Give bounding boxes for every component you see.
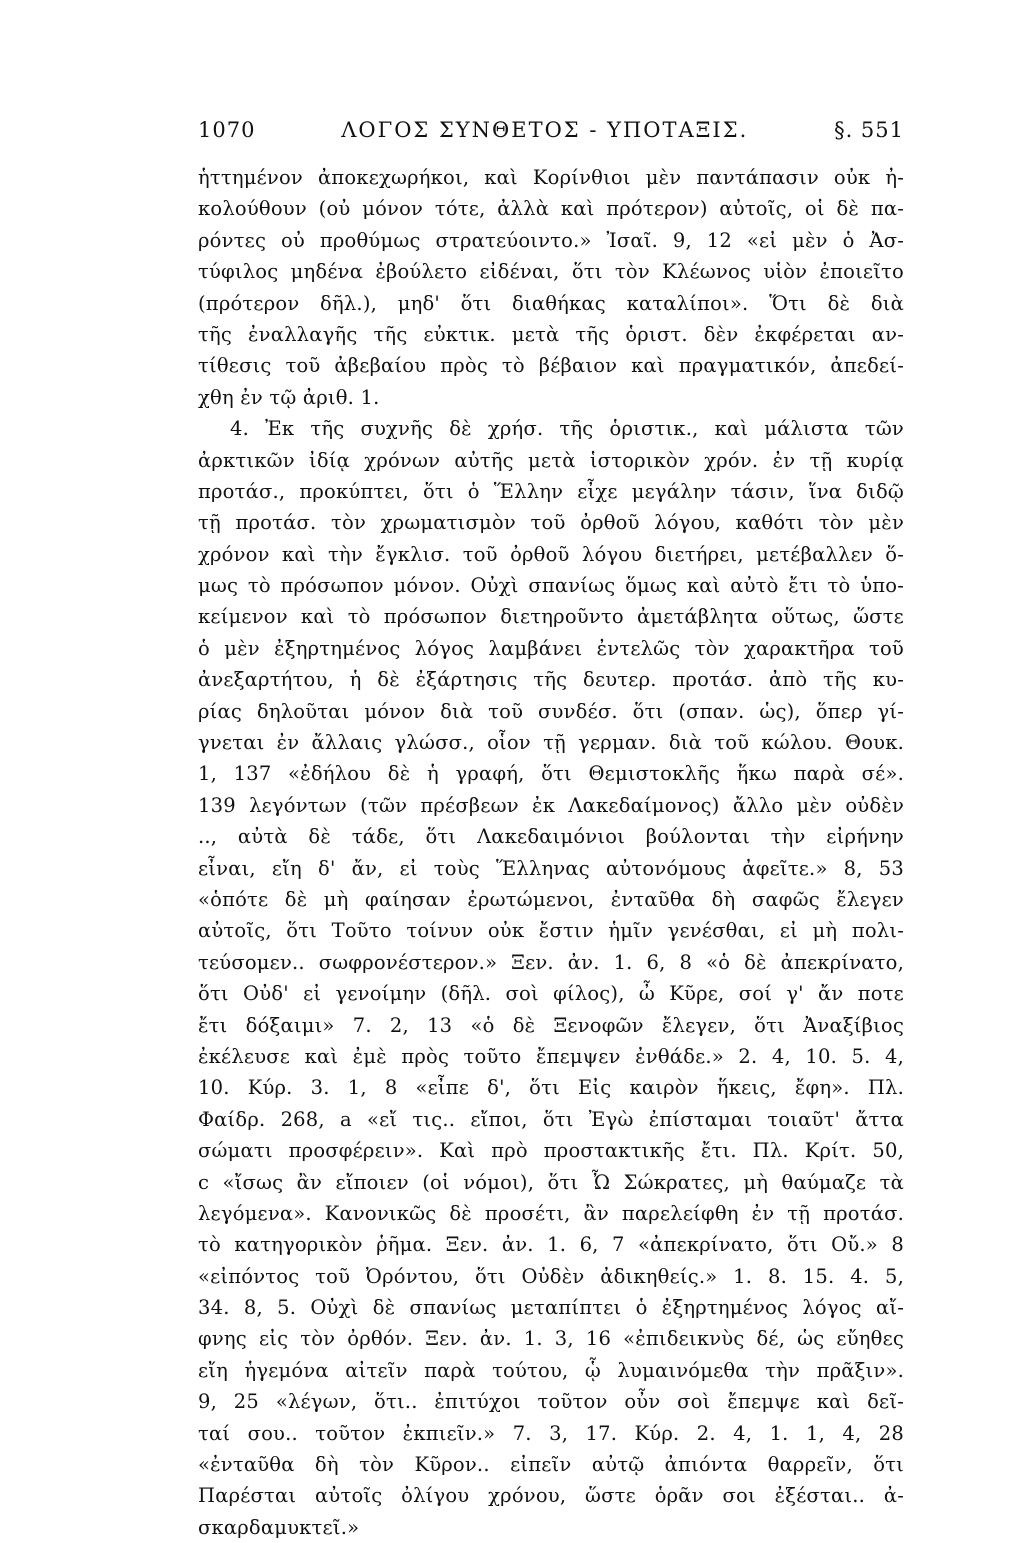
text-line: σκαρδαμυκτεῖ.» [198,1515,360,1539]
text-line: 10. Κύρ. 3. 1, 8 «εἶπε δ', ὅτι Εἰς καιρὸν ἥκεις, ἔφη». Πλ. [198,1076,904,1100]
text-line: 34. 8, 5. Οὐχὶ δὲ σπανίως μεταπίπτει ὁ ἐξηρτημένος λόγος αἴ- [198,1296,904,1320]
text-line: προτάσ., προκύπτει, ὅτι ὁ Ἕλλην εἶχε μεγάλην τάσιν, ἵνα διδῷ [198,479,904,503]
text-line: μως τὸ πρόσωπον μόνον. Οὐχὶ σπανίως ὅμως καὶ αὐτὸ ἔτι τὸ ὑπο- [198,574,904,598]
text-line: ἔτι δόξαιμι» 7. 2, 13 «ὁ δὲ Ξενοφῶν ἔλεγεν, ὅτι Ἀναξίβιος [198,1013,904,1037]
text-line: «ὁπότε δὲ μὴ φαίησαν ἐρωτώμενοι, ἐνταῦθα δὴ σαφῶς ἔλεγεν [198,887,904,911]
text-line: ἐκέλευσε καὶ ἐμὲ πρὸς τοῦτο ἔπεμψεν ἐνθάδε.» 2. 4, 10. 5. 4, [198,1044,904,1068]
text-line: Φαίδρ. 268, a «εἴ τις.. εἴποι, ὅτι Ἐγὼ ἐπίσταμαι τοιαῦτ' ἄττα [198,1107,904,1131]
text-line: τῆς ἐναλλαγῆς τῆς εὐκτικ. μετὰ τῆς ὁριστ. δὲν ἐκφέρεται αν- [198,322,904,346]
text-line: ἀρκτικῶν ἰδίᾳ χρόνων αὐτῆς μετὰ ἱστορικὸν χρόν. ἐν τῇ κυρίᾳ [198,448,904,472]
text-line: χθη ἐν τῷ ἀριθ. 1. [198,385,380,409]
text-line: χρόνον καὶ τὴν ἔγκλισ. τοῦ ὀρθοῦ λόγου διετήρει, μετέβαλλεν ὅ- [198,542,904,566]
text-line: 4. Ἐκ τῆς συχνῆς δὲ χρήσ. τῆς ὁριστικ., καὶ μάλιστα τῶν [230,417,904,441]
text-line: ταί σου.. τοῦτον ἐκπιεῖν.» 7. 3, 17. Κύρ. 2. 4, 1. 1, 4, 28 [198,1421,904,1445]
text-line: εἴη ἡγεμόνα αἰτεῖν παρὰ τούτου, ᾧ λυμαινόμεθα τὴν πρᾶξιν». [198,1358,904,1382]
text-line: λεγόμενα». Κανονικῶς δὲ προσέτι, ἂν παρελείφθη ἐν τῇ προτάσ. [198,1201,904,1225]
body-text [198,162,904,1543]
text-line: τῇ προτάσ. τὸν χρωματισμὸν τοῦ ὀρθοῦ λόγου, καθότι τὸν μὲν [198,511,904,535]
book-page [198,118,904,1543]
text-line: 139 λεγόντων (τῶν πρέσβεων ἐκ Λακεδαίμονος) ἄλλο μὲν οὐδὲν [198,793,904,817]
text-line: αὐτοῖς, ὅτι Τοῦτο τοίνυν οὐκ ἔστιν ἡμῖν γενέσθαι, εἰ μὴ πολι- [198,919,904,943]
text-line: c «ἴσως ἂν εἴποιεν (οἱ νόμοι), ὅτι Ὦ Σώκρατες, μὴ θαύμαζε τὰ [198,1170,904,1194]
text-line: (πρότερον δῆλ.), μηδ' ὅτι διαθήκας καταλίποι». Ὅτι δὲ διὰ [198,291,904,315]
text-line: γνεται ἐν ἄλλαις γλώσσ., οἷον τῇ γερμαν. διὰ τοῦ κώλου. Θουκ. [198,731,904,755]
text-line: ρίας δηλοῦται μόνον διὰ τοῦ συνδέσ. ὅτι (σπαν. ὡς), ὅπερ γί- [198,699,904,723]
text-line: φνης εἰς τὸν ὀρθόν. Ξεν. ἀν. 1. 3, 16 «ἐπιδεικνὺς δέ, ὡς εὔηθες [198,1327,904,1351]
text-line: κείμενον καὶ τὸ πρόσωπον διετηροῦντο ἀμετάβλητα οὕτως, ὥστε [198,605,904,629]
text-line: σώματι προσφέρειν». Καὶ πρὸ προστακτικῆς ἔτι. Πλ. Κρίτ. 50, [198,1139,904,1163]
text-line: 1, 137 «ἐδήλου δὲ ἡ γραφή, ὅτι Θεμιστοκλῆς ἥκω παρὰ σέ». [198,762,904,786]
text-line: «ἐνταῦθα δὴ τὸν Κῦρον.. εἰπεῖν αὐτῷ ἀπιόντα θαρρεῖν, ὅτι [198,1453,904,1477]
running-title: ΛΟΓΟΣ ΣΥΝΘΕΤΟΣ - ΥΠΟΤΑΞΙΣ. [341,118,749,142]
text-line: τὸ κατηγορικὸν ῥῆμα. Ξεν. ἀν. 1. 6, 7 «ἀπεκρίνατο, ὅτι Οὔ.» 8 [198,1233,904,1257]
text-line: ὅτι Οὐδ' εἰ γενοίμην (δῆλ. σοὶ φίλος), ὦ Κῦρε, σοί γ' ἄν ποτε [198,982,904,1006]
text-line: Παρέσται αὐτοῖς ὀλίγου χρόνου, ὥστε ὁρᾶν σοι ἐξέσται.. ἀ- [198,1484,904,1508]
text-line: ρόντες οὐ προθύμως στρατεύοιντο.» Ἰσαῖ. 9, 12 «εἰ μὲν ὁ Ἀσ- [198,228,904,252]
text-line: ἀνεξαρτήτου, ἡ δὲ ἐξάρτησις τῆς δευτερ. προτάσ. ἀπὸ τῆς κυ- [198,668,904,692]
text-line: 9, 25 «λέγων, ὅτι.. ἐπιτύχοι τοῦτον οὖν σοὶ ἔπεμψε καὶ δεῖ- [198,1390,904,1414]
text-line: .., αὐτὰ δὲ τάδε, ὅτι Λακεδαιμόνιοι βούλονται τὴν εἰρήνην [198,825,904,849]
text-line: εἶναι, εἴη δ' ἄν, εἰ τοὺς Ἕλληνας αὐτονόμους ἀφεῖτε.» 8, 53 [198,856,904,880]
text-line: ἡττημένον ἀποκεχωρήκοι, καὶ Κορίνθιοι μὲν παντάπασιν οὐκ ἠ- [198,166,904,189]
text-line: τεύσομεν.. σωφρονέστερον.» Ξεν. ἀν. 1. 6, 8 «ὁ δὲ ἀπεκρίνατο, [198,950,904,974]
text-line: ὁ μὲν ἐξηρτημένος λόγος λαμβάνει ἐντελῶς τὸν χαρακτῆρα τοῦ [198,636,904,660]
section-number: §. 551 [834,118,904,142]
text-line: τίθεσις τοῦ ἀβεβαίου πρὸς τὸ βέβαιον καὶ πραγματικόν, ἀπεδεί- [198,354,904,378]
page-number: 1070 [198,118,256,142]
text-line: «εἰπόντος τοῦ Ὀρόντου, ὅτι Οὐδὲν ἀδικηθείς.» 1. 8. 15. 4. 5, [198,1264,904,1288]
text-line: κολούθουν (οὐ μόνον τότε, ἀλλὰ καὶ πρότερον) αὐτοῖς, οἱ δὲ πα- [198,197,904,221]
running-header [198,118,904,158]
text-line: τύφιλος μηδένα ἐβούλετο εἰδέναι, ὅτι τὸν Κλέωνος υἱὸν ἐποιεῖτο [198,260,904,284]
